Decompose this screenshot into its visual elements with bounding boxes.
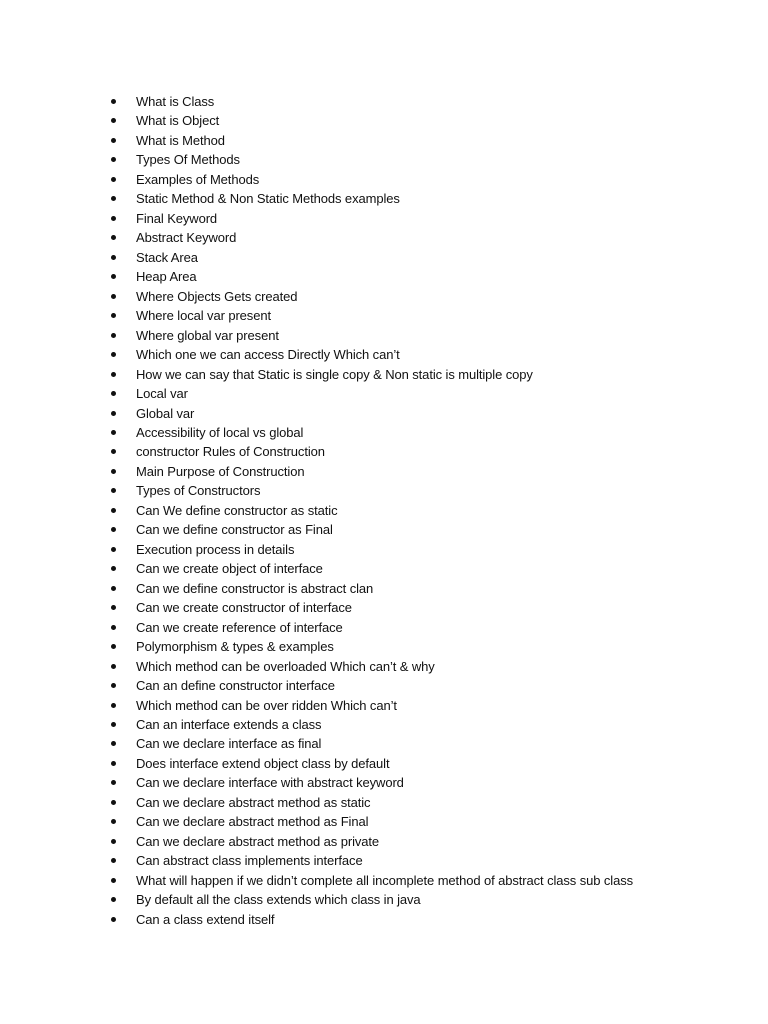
list-item-text: Local var [136,386,188,402]
list-item [0,462,768,481]
bullet-icon [111,722,116,727]
list-item [0,579,768,598]
list-item-text: Types of Constructors [136,483,261,499]
bullet-icon [111,683,116,688]
bullet-icon [111,118,116,123]
bullet-icon [111,157,116,162]
list-item-text: constructor Rules of Construction [136,444,325,460]
list-item-text: Final Keyword [136,210,218,226]
bullet-icon [111,99,116,104]
bullet-icon [111,780,116,785]
bullet-icon [111,488,116,493]
list-item-text: Abstract Keyword [136,230,237,246]
bullet-icon [111,858,116,863]
list-item-text: What is Object [136,113,220,129]
list-item [0,520,768,539]
list-item-text: Can we create object of interface [136,561,323,577]
bullet-icon [111,333,116,338]
list-item [0,871,768,890]
list-item-text: Stack Area [136,249,198,265]
list-item [0,754,768,773]
list-item-text: Can we create reference of interface [136,619,343,635]
list-item [0,287,768,306]
list-item-text: Can We define constructor as static [136,502,338,518]
list-item-text: What is Class [136,94,215,109]
bullet-icon [111,235,116,240]
bullet-icon [111,449,116,454]
list-item [0,228,768,247]
list-item [0,715,768,734]
list-item [0,384,768,403]
list-item [0,189,768,208]
list-item-text: Which method can be over ridden Which can’t [136,697,397,713]
list-item-text: Does interface extend object class by default [136,755,390,771]
bullet-icon [111,177,116,182]
bullet-list [0,92,768,929]
bullet-icon [111,294,116,299]
list-item [0,618,768,637]
list-item [0,365,768,384]
list-item [0,696,768,715]
list-item-text: Can we declare abstract method as private [136,833,380,849]
bullet-icon [111,216,116,221]
bullet-icon [111,196,116,201]
list-item [0,442,768,461]
bullet-icon [111,819,116,824]
list-item [0,637,768,656]
list-item-text: Where global var present [136,327,279,343]
list-item [0,501,768,520]
bullet-icon [111,917,116,922]
list-item [0,773,768,792]
list-item [0,209,768,228]
list-item-text: Accessibility of local vs global [136,424,304,440]
bullet-icon [111,566,116,571]
list-item [0,598,768,617]
bullet-icon [111,586,116,591]
list-item [0,306,768,325]
list-item-text: What will happen if we didn’t complete all incomplete method of abstract class sub class [136,872,634,888]
list-item-text: Where local var present [136,308,271,324]
list-item [0,345,768,364]
list-item [0,910,768,929]
list-item-text: Can we declare interface as final [136,736,322,752]
list-item [0,326,768,345]
list-item [0,890,768,909]
bullet-icon [111,274,116,279]
list-item [0,404,768,423]
bullet-icon [111,878,116,883]
bullet-icon [111,411,116,416]
list-item-text: Which method can be overloaded Which can’t & why [136,658,435,674]
list-item-text: Heap Area [136,269,197,285]
bullet-icon [111,761,116,766]
list-item [0,131,768,150]
list-item-text: Global var [136,405,195,421]
bullet-icon [111,313,116,318]
bullet-icon [111,605,116,610]
list-item-text: Can we define constructor is abstract clan [136,580,374,596]
list-item-text: Can we define constructor as Final [136,522,333,538]
bullet-icon [111,800,116,805]
list-item-text: Which one we can access Directly Which can’t [136,347,400,363]
list-item [0,170,768,189]
list-item [0,657,768,676]
list-item-text: Can abstract class implements interface [136,853,363,869]
list-item-text: Can we declare abstract method as Final [136,814,369,830]
bullet-icon [111,644,116,649]
list-item-text: Can an interface extends a class [136,717,322,732]
bullet-icon [111,430,116,435]
bullet-icon [111,741,116,746]
bullet-icon [111,664,116,669]
list-item-text: What is Method [136,132,225,148]
list-item [0,481,768,500]
bullet-icon [111,839,116,844]
list-item [0,832,768,851]
list-item [0,248,768,267]
list-item-text: Can we declare interface with abstract keyword [136,775,404,791]
list-item-text: Where Objects Gets created [136,288,298,304]
list-item [0,267,768,286]
list-item-text: By default all the class extends which class in java [136,892,421,908]
bullet-icon [111,703,116,708]
list-item [0,559,768,578]
list-item-text: How we can say that Static is single copy & Non static is multiple copy [136,366,533,382]
list-item [0,150,768,169]
bullet-icon [111,527,116,532]
list-item [0,734,768,753]
bullet-icon [111,625,116,630]
list-item-text: Can a class extend itself [136,911,275,927]
list-item-text: Execution process in details [136,541,295,557]
list-item [0,851,768,870]
list-item-text: Examples of Methods [136,171,260,187]
bullet-icon [111,508,116,513]
list-item [0,676,768,695]
bullet-icon [111,138,116,143]
bullet-icon [111,352,116,357]
bullet-icon [111,255,116,260]
bullet-icon [111,391,116,396]
list-item-text: Types Of Methods [136,152,240,168]
list-item [0,812,768,831]
bullet-icon [111,547,116,552]
list-item [0,793,768,812]
bullet-icon [111,897,116,902]
list-item [0,423,768,442]
list-item [0,111,768,130]
list-item-text: Can an define constructor interface [136,678,335,694]
list-item-text: Polymorphism & types & examples [136,639,334,655]
list-item [0,92,768,111]
list-item [0,540,768,559]
list-item-text: Main Purpose of Construction [136,463,305,479]
bullet-icon [111,372,116,377]
bullet-icon [111,469,116,474]
list-item-text: Can we declare abstract method as static [136,794,371,810]
list-item-text: Can we create constructor of interface [136,600,352,616]
list-item-text: Static Method & Non Static Methods examples [136,191,400,207]
